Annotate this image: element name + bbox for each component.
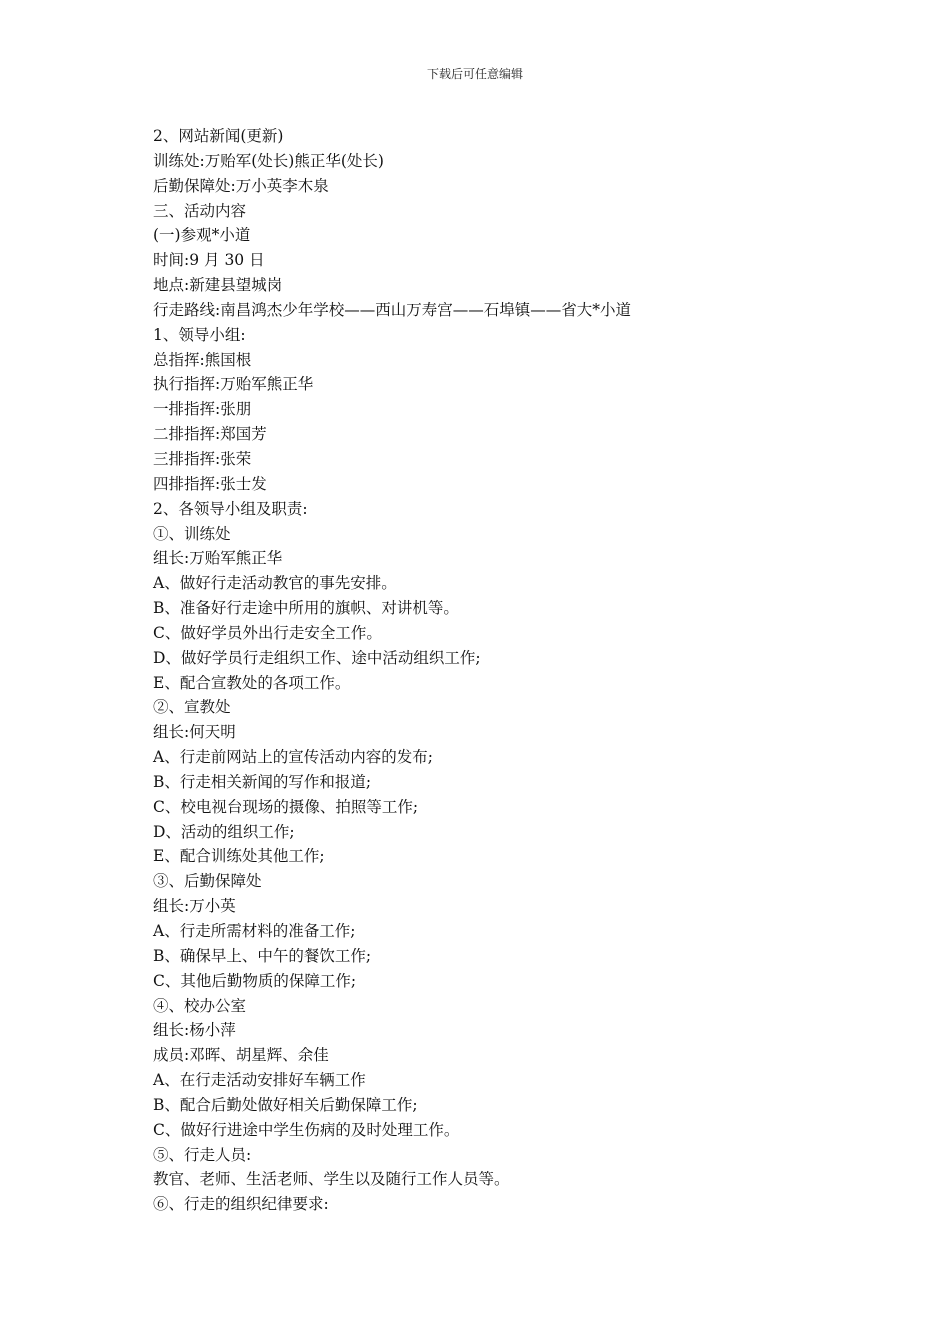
text-line: ②、宣教处 <box>153 698 231 717</box>
text-line: B、配合后勤处做好相关后勤保障工作; <box>153 1095 418 1114</box>
text-line: C、校电视台现场的摄像、拍照等工作; <box>153 797 419 816</box>
text-line: C、做好学员外出行走安全工作。 <box>153 623 382 642</box>
text-line: A、在行走活动安排好车辆工作 <box>153 1071 366 1090</box>
text-line: A、行走所需材料的准备工作; <box>153 922 356 940</box>
text-line: A、行走前网站上的宣传活动内容的发布; <box>153 748 433 767</box>
text-line: ⑤、行走人员: <box>153 1145 252 1164</box>
text-line: 行走路线:南昌鸿杰少年学校——西山万寿宫——石埠镇——省大*小道 <box>153 300 631 319</box>
subsection-heading: (一)参观*小道 <box>153 226 251 245</box>
text-line: D、活动的组织工作; <box>153 822 295 841</box>
text-line: 组长:何天明 <box>153 723 236 742</box>
text-line: 时间:9 月 30 日 <box>153 251 265 270</box>
text-line: 2、各领导小组及职责: <box>153 499 308 518</box>
text-line: 组长:杨小萍 <box>153 1021 236 1040</box>
text-line: 总指挥:熊国根 <box>153 350 252 369</box>
text-line: B、准备好行走途中所用的旗帜、对讲机等。 <box>153 599 459 618</box>
document-body <box>153 124 873 1217</box>
text-line: ⑥、行走的组织纪律要求: <box>153 1195 329 1214</box>
text-line: 一排指挥:张朋 <box>153 400 252 419</box>
text-line: 二排指挥:郑国芳 <box>153 425 267 444</box>
text-line: ③、后勤保障处 <box>153 872 262 891</box>
text-line: E、配合训练处其他工作; <box>153 847 325 866</box>
text-line: 三排指挥:张荣 <box>153 449 252 468</box>
text-line: E、配合宣教处的各项工作。 <box>153 673 351 692</box>
text-line: 训练处:万贻军(处长)熊正华(处长) <box>153 151 384 170</box>
text-line: ④、校办公室 <box>153 996 247 1015</box>
text-line: 组长:万小英 <box>153 897 236 916</box>
text-line: 成员:邓晖、胡星辉、余佳 <box>153 1046 329 1065</box>
text-line: 四排指挥:张士发 <box>153 474 267 493</box>
text-line: 执行指挥:万贻军熊正华 <box>153 375 314 394</box>
text-line: 后勤保障处:万小英李木泉 <box>153 176 329 195</box>
section-heading: 三、活动内容 <box>153 201 247 220</box>
text-line: C、做好行进途中学生伤病的及时处理工作。 <box>153 1120 460 1139</box>
text-line: D、做好学员行走组织工作、途中活动组织工作; <box>153 648 481 667</box>
text-line: 地点:新建县望城岗 <box>153 276 283 295</box>
text-line: 2、网站新闻(更新) <box>153 127 284 145</box>
text-line: C、其他后勤物质的保障工作; <box>153 971 357 990</box>
page-header: 下载后可任意编辑 <box>426 67 523 81</box>
text-line: 教官、老师、生活老师、学生以及随行工作人员等。 <box>153 1170 510 1189</box>
text-line: 组长:万贻军熊正华 <box>153 549 283 568</box>
text-line: ①、训练处 <box>153 524 231 543</box>
text-line: B、确保早上、中午的餐饮工作; <box>153 946 372 965</box>
text-line: 1、领导小组: <box>153 325 246 344</box>
text-line: B、行走相关新闻的写作和报道; <box>153 772 372 791</box>
text-line: A、做好行走活动教官的事先安排。 <box>153 574 397 593</box>
